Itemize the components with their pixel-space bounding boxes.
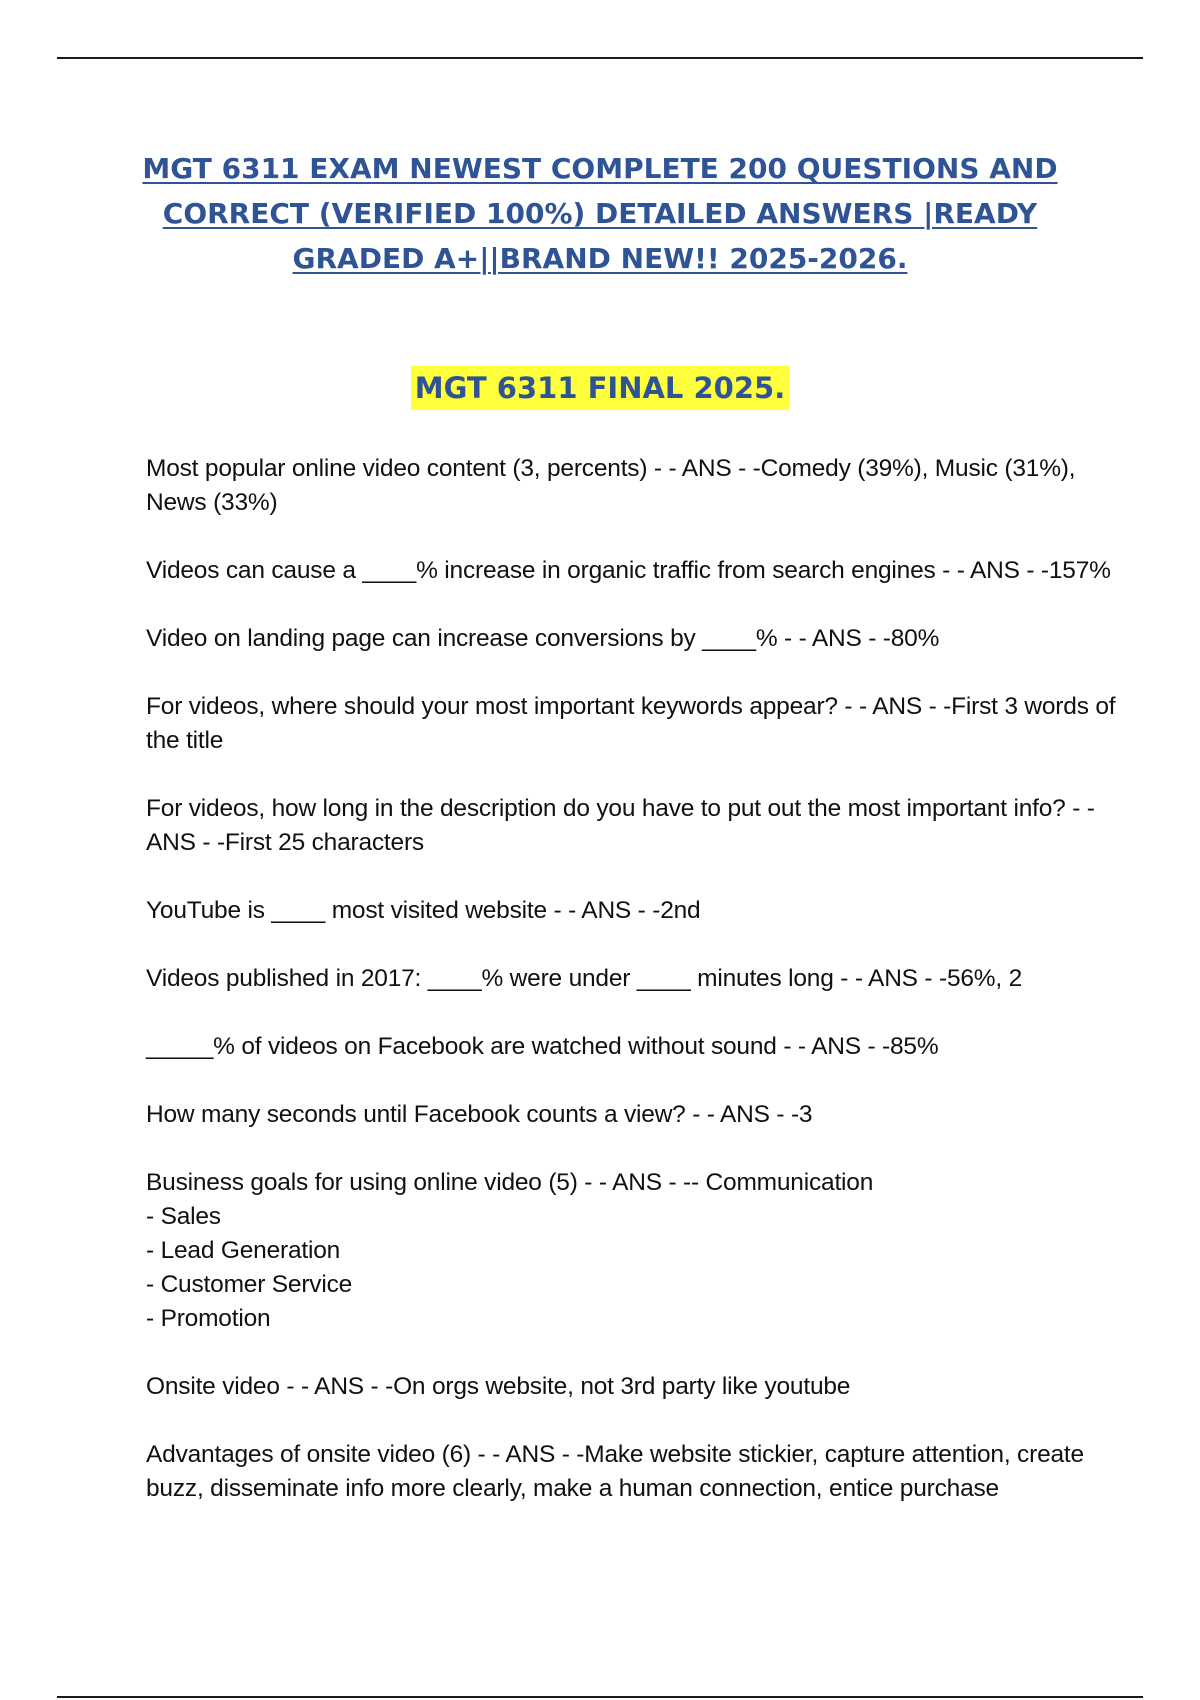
qa-item: YouTube is ____ most visited website - - ANS - -2nd [146, 897, 701, 924]
section-heading: MGT 6311 FINAL 2025. [411, 366, 789, 410]
qa-item: Video on landing page can increase conversions by ____% - - ANS - -80% [146, 625, 940, 652]
qa-item: Videos published in 2017: ____% were under ____ minutes long - - ANS - -56%, 2 [146, 965, 1023, 992]
qa-item: _____% of videos on Facebook are watched without sound - - ANS - -85% [146, 1033, 939, 1060]
top-rule [57, 57, 1143, 59]
document-title [140, 146, 1060, 281]
qa-item: Advantages of onsite video (6) - - ANS - -Make website stickier, capture attention, create buzz, disseminate info more clearly, make a human connection, entice purchase [146, 1441, 1091, 1502]
subtitle-container [0, 366, 1200, 410]
qa-item: Videos can cause a ____% increase in organic traffic from search engines - - ANS - -157% [146, 557, 1111, 584]
qa-item: How many seconds until Facebook counts a view? - - ANS - -3 [146, 1101, 813, 1128]
qa-list [146, 452, 1136, 1540]
qa-item: For videos, how long in the description do you have to put out the most important info? - - ANS - -First 25 characters [146, 795, 1100, 856]
document-title-text: MGT 6311 EXAM NEWEST COMPLETE 200 QUESTIONS AND CORRECT (VERIFIED 100%) DETAILED ANSWERS |READY GRADED A+||BRAND NEW!! 2025-2026. [142, 152, 1058, 275]
bottom-rule [57, 1696, 1143, 1698]
qa-item: Most popular online video content (3, percents) - - ANS - -Comedy (39%), Music (31%), News (33%) [146, 455, 1082, 516]
qa-item: For videos, where should your most important keywords appear? - - ANS - -First 3 words of the title [146, 693, 1122, 754]
qa-item: Onsite video - - ANS - -On orgs website, not 3rd party like youtube [146, 1373, 851, 1400]
qa-item: Business goals for using online video (5) - - ANS - -- Communication - Sales - Lead Generation - Customer Service - Promotion [146, 1169, 874, 1332]
